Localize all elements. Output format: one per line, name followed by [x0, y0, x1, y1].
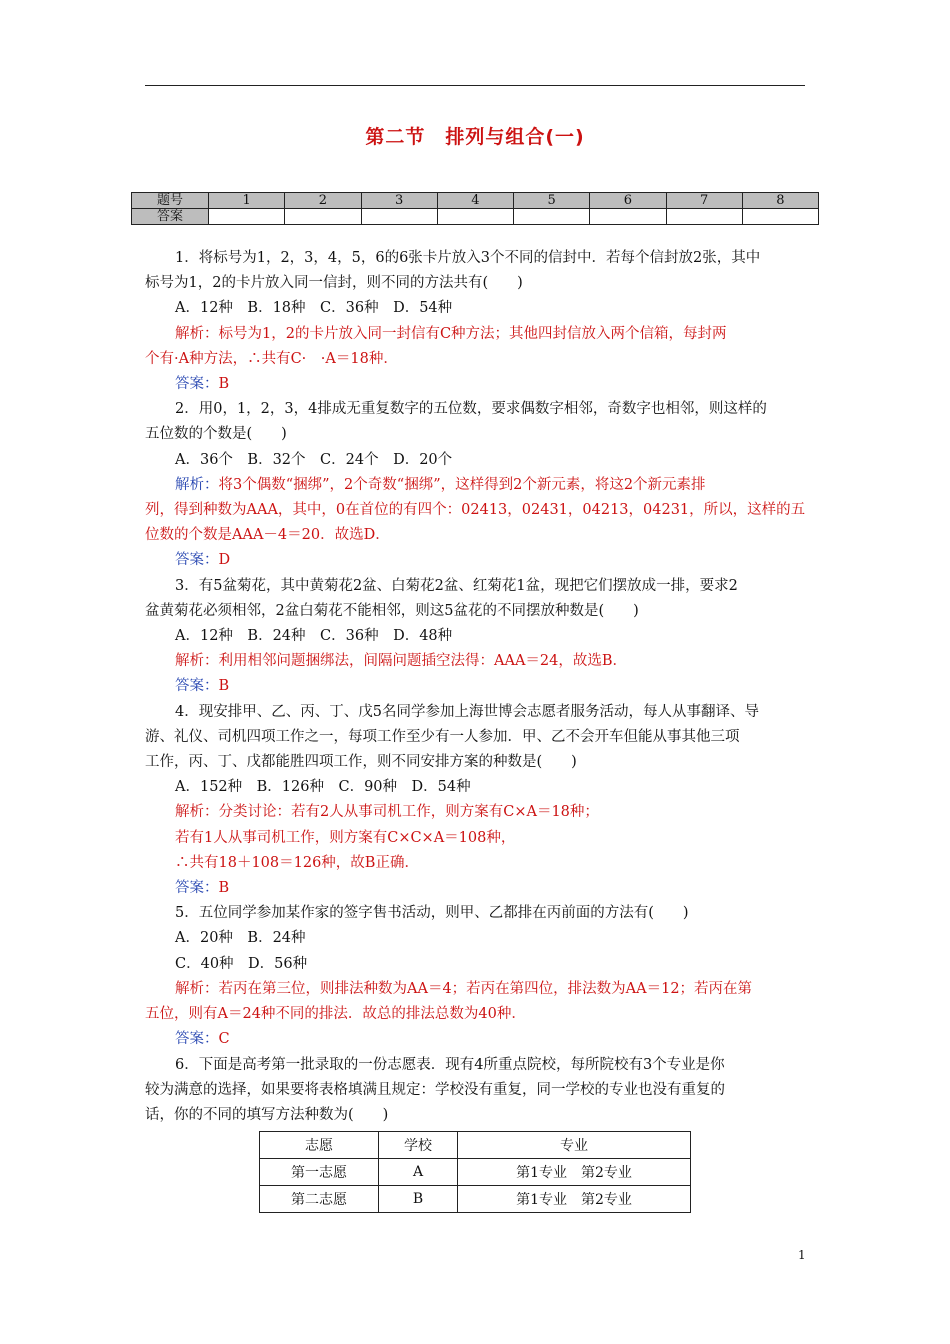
answer-value: C [218, 1031, 230, 1048]
question-3-answer [145, 674, 807, 699]
answer-grid-number: 7 [666, 193, 742, 209]
table-row [260, 1132, 691, 1159]
table-header: 志愿 [260, 1132, 379, 1159]
answer-grid-number: 5 [514, 193, 590, 209]
analysis-text: 将3个偶数“捆绑”，2个奇数“捆绑”，这样得到2个新元素，将这2个新元素排 [218, 476, 706, 493]
answer-cell[interactable] [666, 209, 742, 225]
table-cell: 第1专业 第2专业 [458, 1186, 691, 1213]
question-5-analysis [145, 977, 807, 1002]
application-form-table [259, 1131, 691, 1213]
answer-label: 答案： [175, 1031, 219, 1048]
question-5-options: A．20种 B．24种 [175, 930, 306, 947]
question-6-stem: 较为满意的选择，如果要将表格填满且规定：学校没有重复，同一学校的专业也没有重复的 [145, 1081, 725, 1098]
answer-cell[interactable] [361, 209, 437, 225]
question-2-analysis: 列，得到种数为AAA，其中，0在首位的有四个：02413，02431，04213，04231，所以，这样的五 [145, 502, 806, 519]
answer-cell[interactable] [514, 209, 590, 225]
question-5-answer [145, 1027, 807, 1052]
question-1-answer [145, 372, 807, 397]
answer-grid-number: 4 [437, 193, 513, 209]
table-cell: A [379, 1159, 458, 1186]
analysis-label: 解析： [175, 476, 219, 493]
answer-grid [131, 192, 819, 225]
answer-grid-answer-row [132, 209, 819, 225]
question-4-stem: 4．现安排甲、乙、丙、丁、戊5名同学参加上海世博会志愿者服务活动，每人从事翻译、导 [175, 703, 759, 720]
top-rule [145, 85, 805, 86]
question-5-stem: 5．五位同学参加某作家的签字售书活动，则甲、乙都排在丙前面的方法有( ) [175, 905, 689, 922]
answer-value: B [218, 376, 230, 393]
answer-value: D [218, 552, 231, 569]
table-row [260, 1159, 691, 1186]
answer-label: 答案： [175, 880, 219, 897]
question-4-stem: 工作，丙、丁、戊都能胜四项工作，则不同安排方案的种数是( ) [145, 754, 577, 771]
question-3-analysis [145, 649, 807, 674]
table-header: 专业 [458, 1132, 691, 1159]
question-1-analysis [145, 322, 807, 347]
question-1-analysis: 个有·A种方法，∴共有C· ·A＝18种． [145, 350, 398, 367]
table-cell: 第一志愿 [260, 1159, 379, 1186]
question-2-analysis [145, 473, 807, 498]
question-content [145, 246, 807, 1128]
analysis-label: 解析： [175, 980, 219, 997]
table-cell: B [379, 1186, 458, 1213]
answer-grid-head-label: 题号 [132, 193, 209, 209]
answer-value: B [218, 678, 230, 695]
question-5-options: C．40种 D．56种 [175, 955, 308, 972]
question-4-answer [145, 876, 807, 901]
analysis-text: 若丙在第三位，则排法种数为AA＝4；若丙在第四位，排法数为AA＝12；若丙在第 [218, 980, 753, 997]
answer-label: 答案： [175, 552, 219, 569]
answer-cell[interactable] [590, 209, 666, 225]
question-6-stem: 6．下面是高考第一批录取的一份志愿表．现有4所重点院校，每所院校有3个专业是你 [175, 1056, 725, 1073]
answer-grid-number: 6 [590, 193, 666, 209]
question-6-stem: 话，你的不同的填写方法种数为( ) [145, 1106, 389, 1123]
question-2-options: A．36个 B．32个 C．24个 D．20个 [175, 451, 453, 468]
analysis-text: 标号为1，2的卡片放入同一封信有C种方法；其他四封信放入两个信箱，每封两 [218, 325, 727, 342]
analysis-text: 分类讨论：若有2人从事司机工作，则方案有C×A＝18种； [218, 804, 599, 821]
page-title: 第二节 排列与组合(一) [365, 126, 585, 148]
answer-cell[interactable] [209, 209, 285, 225]
answer-grid-number: 8 [742, 193, 818, 209]
answer-grid-number: 1 [209, 193, 285, 209]
question-2-analysis: 位数的个数是AAA－4＝20．故选D． [145, 527, 390, 544]
analysis-label: 解析： [175, 325, 219, 342]
page-number: 1 [798, 1248, 806, 1262]
question-4-analysis [145, 800, 807, 825]
answer-grid-number: 2 [285, 193, 361, 209]
question-4-options: A．152种 B．126种 C．90种 D．54种 [175, 779, 471, 796]
question-2-answer [145, 548, 807, 573]
analysis-label: 解析： [175, 653, 219, 670]
answer-cell[interactable] [437, 209, 513, 225]
question-1-stem: 1．将标号为1，2，3，4，5，6的6张卡片放入3个不同的信封中．若每个信封放2张，其中 [175, 250, 761, 266]
answer-grid-header-row [132, 193, 819, 209]
question-3-stem: 盆黄菊花必须相邻，2盆白菊花不能相邻，则这5盆花的不同摆放种数是( ) [145, 602, 639, 619]
answer-grid-answer-label: 答案 [132, 209, 209, 225]
answer-label: 答案： [175, 678, 219, 695]
question-3-options: A．12种 B．24种 C．36种 D．48种 [175, 628, 453, 645]
table-header: 学校 [379, 1132, 458, 1159]
question-4-stem: 游、礼仪、司机四项工作之一，每项工作至少有一人参加．甲、乙不会开车但能从事其他三项 [145, 728, 740, 745]
table-cell: 第二志愿 [260, 1186, 379, 1213]
answer-value: B [218, 880, 230, 897]
table-row [260, 1186, 691, 1213]
question-2-stem: 五位数的个数是( ) [145, 426, 287, 443]
question-2-stem: 2．用0，1，2，3，4排成无重复数字的五位数，要求偶数字相邻，奇数字也相邻，则这样的 [175, 401, 767, 418]
analysis-label: 解析： [175, 804, 219, 821]
answer-cell[interactable] [742, 209, 818, 225]
question-3-stem: 3．有5盆菊花，其中黄菊花2盆、白菊花2盆、红菊花1盆，现把它们摆放成一排，要求2 [175, 577, 738, 594]
question-1-stem: 标号为1，2的卡片放入同一信封，则不同的方法共有( ) [145, 275, 523, 292]
answer-cell[interactable] [285, 209, 361, 225]
table-cell: 第1专业 第2专业 [458, 1159, 691, 1186]
question-1-options: A．12种 B．18种 C．36种 D．54种 [175, 300, 453, 317]
answer-label: 答案： [175, 376, 219, 393]
question-4-analysis: ∴共有18＋108＝126种，故B正确． [175, 854, 419, 871]
question-5-analysis: 五位，则有A＝24种不同的排法．故总的排法总数为40种． [145, 1006, 526, 1023]
analysis-text: 利用相邻问题捆绑法，间隔问题插空法得：AAA＝24，故选B． [218, 653, 628, 670]
answer-grid-number: 3 [361, 193, 437, 209]
question-4-analysis: 若有1人从事司机工作，则方案有C×C×A＝108种， [175, 829, 516, 846]
